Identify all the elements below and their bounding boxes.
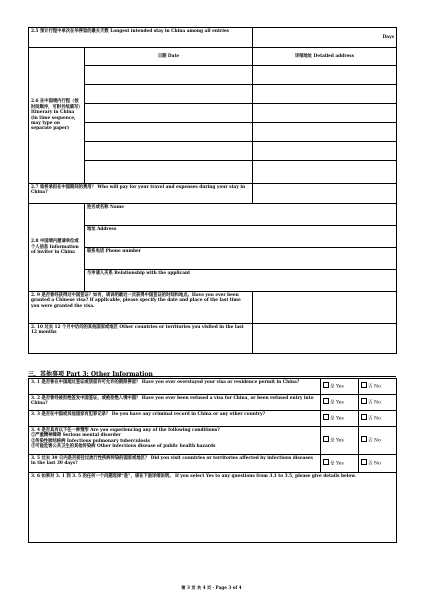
yes-label: 是 Yes <box>330 416 344 422</box>
q2-5-label: 2.5 预计行程中单次在华停留的最长天数 Longest intended stay in China among all entries <box>29 28 253 48</box>
q3-6-label: 3. 6 如果对 3. 1 到 3. 5 的任何一个问题选择“是”，请在下面详细说明。 If you select Yes to any questions from 3.1 to 3.5, please give details below. <box>31 474 356 479</box>
q2-7-label: 2.7 谁将承担在中国期间的费用？ Who will pay for your travel and expenses during your stay in China? <box>29 184 253 204</box>
q2-10-label: 2. 10 过去 12 个月中访问的其他国家或地区 Other countries or territories you visited in the last 12 months <box>29 324 253 354</box>
inviter-name-field[interactable]: 姓名或名称 Name <box>85 204 397 226</box>
part3-title: 三、其他事项 Part 3: Other Information <box>28 371 153 378</box>
itinerary-address-header: 详细地址 Detailed address <box>253 48 397 66</box>
q3-1-no-checkbox[interactable] <box>359 379 397 395</box>
no-label: 否 No <box>368 384 381 390</box>
q3-5-yes-checkbox[interactable] <box>321 455 359 473</box>
itinerary-address-cell[interactable] <box>253 85 397 104</box>
q2-5-days-field[interactable]: Days <box>253 28 397 48</box>
q3-2-label: 3. 2 是否曾经被拒绝签发中国签证，或被拒绝入境中国？ Have you ever been refused a visa for China, or been refused entry into China? <box>29 395 321 411</box>
yes-label: 是 Yes <box>330 438 344 444</box>
part3-table <box>28 378 397 543</box>
q2-9-label: 2. 9 是否曾经获得过中国签证？如有，请说明最近一次获得中国签证的时间和地点。Have you ever been granted a Chinese visa? If applicable, please specify the date and place of the last time you were granted the visa. <box>29 292 253 324</box>
page-footer: 第 3 页 共 4 页 · Page 3 of 4 <box>181 585 242 590</box>
q3-4-block <box>29 427 321 455</box>
q3-4-option-2: ②传染性肺结核病 Infectious pulmonary tuberculosis <box>31 438 150 444</box>
q3-1-yes-checkbox[interactable] <box>321 379 359 395</box>
itinerary-address-cell[interactable] <box>253 66 397 85</box>
q3-4-option-3: ③可能危害公共卫生的其他传染病 Other infectious disease of public health hazards <box>31 444 216 450</box>
q3-5-no-checkbox[interactable] <box>359 455 397 473</box>
inviter-relationship-field[interactable]: 与申请人关系 Relationship with the applicant <box>85 270 397 292</box>
itinerary-date-cell[interactable] <box>85 85 253 104</box>
part3-title-rule <box>28 376 396 377</box>
q3-2-yes-checkbox[interactable] <box>321 395 359 411</box>
checkbox-icon <box>361 414 367 420</box>
q2-8-label: 2.8 中国境内邀请单位或个人信息 Information of inviter in China <box>29 204 85 292</box>
checkbox-icon <box>361 398 367 404</box>
checkbox-icon <box>361 459 367 465</box>
checkbox-icon <box>323 398 329 404</box>
itinerary-address-cell[interactable] <box>253 142 397 161</box>
itinerary-date-cell[interactable] <box>85 104 253 123</box>
q2-9-answer-field[interactable] <box>253 292 397 324</box>
checkbox-icon <box>323 436 329 442</box>
q3-4-label: 3. 4 是否具有以下任一种情形 Are you experiencing any of the following conditions? <box>31 428 220 433</box>
checkbox-icon <box>361 382 367 388</box>
q2-7-answer-field[interactable] <box>253 184 397 204</box>
itinerary-date-cell[interactable] <box>85 142 253 161</box>
no-label: 否 No <box>368 438 381 444</box>
q3-4-option-1: ①严重精神障碍 Serious mental disorder <box>31 433 121 439</box>
no-label: 否 No <box>368 416 381 422</box>
q3-2-no-checkbox[interactable] <box>359 395 397 411</box>
itinerary-address-cell[interactable] <box>253 104 397 123</box>
inviter-phone-field[interactable]: 联系电话 Phone number <box>85 248 397 270</box>
checkbox-icon <box>361 436 367 442</box>
itinerary-date-cell[interactable] <box>85 66 253 85</box>
checkbox-icon <box>323 459 329 465</box>
itinerary-date-cell[interactable] <box>85 161 253 184</box>
itinerary-date-cell[interactable] <box>85 123 253 142</box>
itinerary-date-header: 日期 Date <box>85 48 253 66</box>
no-label: 否 No <box>368 400 381 406</box>
q3-3-no-checkbox[interactable] <box>359 411 397 427</box>
q3-3-yes-checkbox[interactable] <box>321 411 359 427</box>
checkbox-icon <box>323 414 329 420</box>
yes-label: 是 Yes <box>330 461 344 467</box>
itinerary-address-cell[interactable] <box>253 123 397 142</box>
checkbox-icon <box>323 382 329 388</box>
q3-6-details-field[interactable] <box>29 473 397 543</box>
inviter-address-field[interactable]: 地址 Address <box>85 226 397 248</box>
q2-6-label: 2.6 在中国境内行程（按时间顺序，可附另纸填写）Itinerary in China (in time sequence, may type on separate paper) <box>29 48 85 184</box>
q2-10-answer-field[interactable] <box>253 324 397 354</box>
yes-label: 是 Yes <box>330 400 344 406</box>
q3-1-label: 3. 1 是否曾在中国超过签证或居留许可允许的期限停留？ Have you ever overstayed your visa or residence permit in China? <box>29 379 321 395</box>
no-label: 否 No <box>368 461 381 467</box>
q3-4-yes-checkbox[interactable] <box>321 427 359 455</box>
q3-3-label: 3. 3 是否在中国或其他国家有犯罪记录？ Do you have any criminal record in China or any other country? <box>29 411 321 427</box>
yes-label: 是 Yes <box>330 384 344 390</box>
itinerary-address-cell[interactable] <box>253 161 397 184</box>
q3-5-label: 3. 5 过去 30 日内是否前往过流行性疾病传染的国家或地区？ Did you visit countries or territories affected by infectious diseases in the last 30 days? <box>29 455 321 473</box>
part2-table <box>28 27 397 354</box>
q3-4-no-checkbox[interactable] <box>359 427 397 455</box>
